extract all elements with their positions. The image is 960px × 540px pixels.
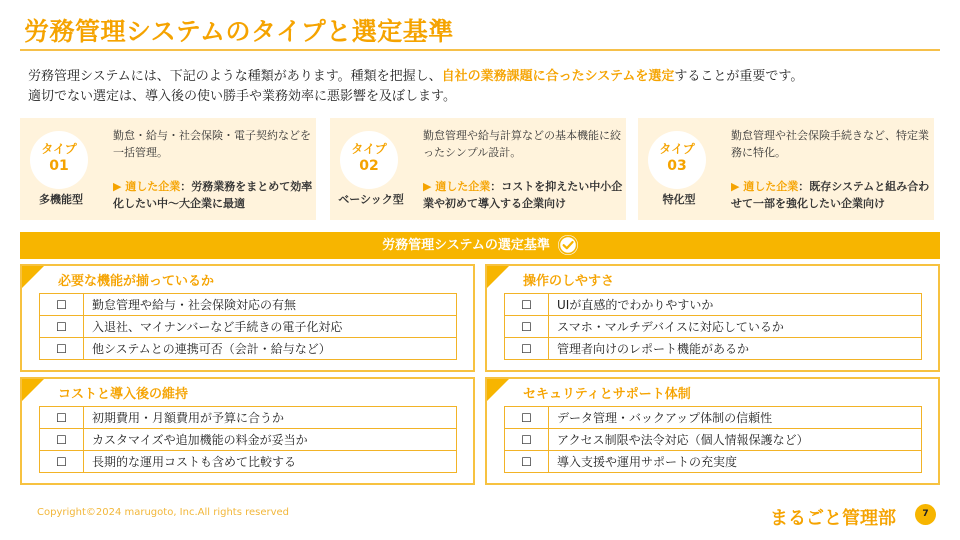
checklist-table bbox=[39, 406, 457, 473]
panel-title: セキュリティとサポート体制 bbox=[523, 387, 691, 402]
checkbox[interactable]: ☐ bbox=[40, 451, 84, 473]
type-badge-number: 02 bbox=[359, 158, 379, 174]
checkbox[interactable]: ☐ bbox=[40, 407, 84, 429]
intro-line-2: 適切でない選定は、導入後の使い勝手や業務効率に悪影響を及ぼします。 bbox=[28, 89, 456, 104]
type-card-specialized bbox=[638, 118, 934, 220]
checklist-item: 管理者向けのレポート機能があるか bbox=[549, 338, 922, 360]
panel-corner-accent bbox=[487, 379, 509, 401]
criteria-panel-cost bbox=[20, 377, 475, 485]
panel-corner-accent bbox=[22, 379, 44, 401]
checklist-row bbox=[40, 338, 457, 360]
checklist-row bbox=[505, 338, 922, 360]
checklist-item: カスタマイズや追加機能の料金が妥当か bbox=[84, 429, 457, 451]
checkbox[interactable]: ☐ bbox=[40, 338, 84, 360]
type-card-multifunction bbox=[20, 118, 316, 220]
panel-title: 必要な機能が揃っているか bbox=[58, 274, 215, 289]
checklist-item: 他システムとの連携可否（会計・給与など） bbox=[84, 338, 457, 360]
checklist-item: 導入支援や運用サポートの充実度 bbox=[549, 451, 922, 473]
type-name: 特化型 bbox=[662, 193, 696, 206]
checklist-row bbox=[40, 407, 457, 429]
type-description: 勤怠管理や給与計算などの基本機能に絞ったシンプル設計。 bbox=[423, 129, 621, 159]
type-suitable-companies bbox=[113, 178, 313, 212]
checklist-item: データ管理・バックアップ体制の信頼性 bbox=[549, 407, 922, 429]
intro-line-1-post: することが重要です。 bbox=[674, 69, 804, 84]
criteria-banner-title: 労務管理システムの選定基準 bbox=[382, 238, 550, 253]
check-circle-icon bbox=[558, 235, 578, 255]
title-divider bbox=[20, 49, 940, 51]
checklist-row bbox=[40, 429, 457, 451]
checklist-item: アクセス制限や法令対応（個人情報保護など） bbox=[549, 429, 922, 451]
type-badge-label: タイプ bbox=[659, 142, 695, 156]
checklist-row bbox=[40, 316, 457, 338]
checklist-row bbox=[505, 316, 922, 338]
type-description: 勤怠・給与・社会保険・電子契約などを一括管理。 bbox=[113, 129, 311, 159]
suitable-lead: ▶ 適した企業 bbox=[113, 180, 181, 193]
page-number: 7 bbox=[915, 504, 936, 525]
suitable-text: ：労務業務をまとめて効率化したい中〜大企業に最適 bbox=[113, 180, 313, 210]
type-badge bbox=[30, 131, 88, 189]
type-badge bbox=[340, 131, 398, 189]
panel-title: 操作のしやすさ bbox=[523, 274, 615, 289]
suitable-text: ：コストを抑えたい中小企業や初めて導入する企業向け bbox=[423, 180, 623, 210]
intro-highlight: 自社の業務課題に合ったシステムを選定 bbox=[441, 69, 675, 84]
checklist-table bbox=[504, 293, 922, 360]
copyright: Copyright©2024 marugoto, Inc.All rights reserved bbox=[37, 507, 290, 518]
type-name: ベーシック型 bbox=[338, 193, 404, 206]
checklist-table bbox=[504, 406, 922, 473]
suitable-lead: ▶ 適した企業 bbox=[731, 180, 799, 193]
panel-title: コストと導入後の維持 bbox=[58, 387, 189, 402]
checklist-row bbox=[505, 407, 922, 429]
type-name: 多機能型 bbox=[39, 193, 83, 206]
checklist-item: 初期費用・月額費用が予算に合うか bbox=[84, 407, 457, 429]
suitable-lead: ▶ 適した企業 bbox=[423, 180, 491, 193]
type-card-basic bbox=[330, 118, 626, 220]
type-badge-number: 01 bbox=[49, 158, 69, 174]
intro-text bbox=[28, 67, 938, 107]
checklist-table bbox=[39, 293, 457, 360]
checkbox[interactable]: ☐ bbox=[505, 429, 549, 451]
checkbox[interactable]: ☐ bbox=[505, 294, 549, 316]
panel-corner-accent bbox=[487, 266, 509, 288]
brand-logo: まるごと管理部 bbox=[770, 508, 896, 529]
page-title: 労務管理システムのタイプと選定基準 bbox=[24, 17, 454, 46]
type-suitable-companies bbox=[423, 178, 623, 212]
intro-line-1 bbox=[28, 67, 938, 87]
checkbox[interactable]: ☐ bbox=[505, 407, 549, 429]
checkbox[interactable]: ☐ bbox=[505, 316, 549, 338]
type-badge-label: タイプ bbox=[41, 142, 77, 156]
type-badge-label: タイプ bbox=[351, 142, 387, 156]
criteria-panel-security bbox=[485, 377, 940, 485]
type-description: 勤怠管理や社会保険手続きなど、特定業務に特化。 bbox=[731, 129, 929, 159]
type-suitable-companies bbox=[731, 178, 931, 212]
panel-corner-accent bbox=[22, 266, 44, 288]
checkbox[interactable]: ☐ bbox=[505, 338, 549, 360]
criteria-banner bbox=[20, 232, 940, 259]
checkbox[interactable]: ☐ bbox=[505, 451, 549, 473]
checklist-item: 長期的な運用コストも含めて比較する bbox=[84, 451, 457, 473]
checklist-item: UIが直感的でわかりやすいか bbox=[549, 294, 922, 316]
criteria-panel-usability bbox=[485, 264, 940, 372]
checklist-item: 勤怠管理や給与・社会保険対応の有無 bbox=[84, 294, 457, 316]
checkbox[interactable]: ☐ bbox=[40, 429, 84, 451]
type-badge-number: 03 bbox=[667, 158, 687, 174]
criteria-panel-functions bbox=[20, 264, 475, 372]
suitable-text: ：既存システムと組み合わせて一部を強化したい企業向け bbox=[731, 180, 930, 210]
type-badge bbox=[648, 131, 706, 189]
checkbox[interactable]: ☐ bbox=[40, 316, 84, 338]
checklist-item: 入退社、マイナンバーなど手続きの電子化対応 bbox=[84, 316, 457, 338]
checklist-row bbox=[40, 294, 457, 316]
checkbox[interactable]: ☐ bbox=[40, 294, 84, 316]
checklist-row bbox=[505, 429, 922, 451]
intro-line-1-pre: 労務管理システムには、下記のような種類があります。種類を把握し、 bbox=[28, 69, 442, 84]
checklist-row bbox=[40, 451, 457, 473]
checklist-item: スマホ・マルチデバイスに対応しているか bbox=[549, 316, 922, 338]
checklist-row bbox=[505, 294, 922, 316]
checklist-row bbox=[505, 451, 922, 473]
